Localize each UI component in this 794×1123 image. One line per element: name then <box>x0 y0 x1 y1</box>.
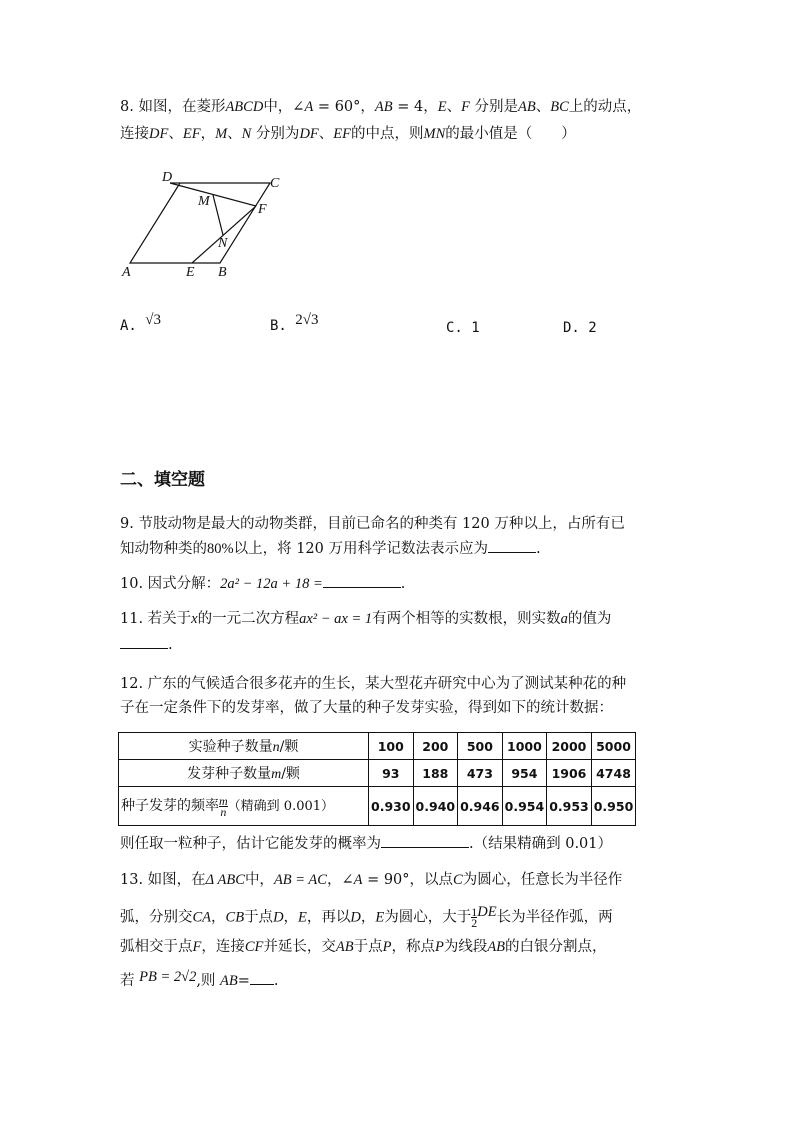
table-row <box>119 760 636 787</box>
text: 分别是 <box>469 99 519 115</box>
text: 有两个相等的实数根，则实数 <box>372 611 561 627</box>
answer-blank[interactable] <box>323 573 401 588</box>
math-var: BC <box>550 99 569 115</box>
text: ， <box>211 909 226 926</box>
q11-line-2 <box>120 634 173 655</box>
label-M: M <box>198 194 210 209</box>
option-value: √3 <box>145 312 162 328</box>
math-expression: AB = AC <box>273 872 327 888</box>
option-letter: A. <box>120 318 137 334</box>
text: 的白银分割点， <box>505 939 607 955</box>
text: 、 <box>446 99 462 115</box>
text: 8. 如图，在菱形 <box>120 99 226 115</box>
answer-blank[interactable] <box>488 538 536 553</box>
table-cell: 2000 <box>547 733 592 760</box>
q12-line-1: 12. 广东的气候适合很多花卉的生长，某大型花卉研究中心为了测试某种花的种 <box>120 676 627 692</box>
text: 则任取一粒种子，估计它能发芽的概率为 <box>120 836 381 852</box>
text: 上的动点， <box>568 99 642 115</box>
math-var: M <box>215 126 228 142</box>
math-var: EF <box>182 126 201 142</box>
text: 于点 <box>353 939 383 955</box>
math-var: AB <box>487 939 506 955</box>
text: = 4， <box>392 99 438 115</box>
text: = <box>237 973 250 989</box>
math-var: AB <box>335 939 354 955</box>
text: 长为半径作弧，两 <box>496 909 613 926</box>
option-c <box>446 320 480 336</box>
text: 10. 因式分解： <box>120 576 221 592</box>
label-E: E <box>186 265 195 280</box>
segment-MN <box>213 195 223 235</box>
math-var: DE <box>477 903 497 920</box>
text: 、 <box>168 126 183 142</box>
fraction: $\frac{1}{2}$ <box>471 905 478 930</box>
math-var: E <box>375 909 385 926</box>
text: 并延长，交 <box>263 939 336 955</box>
math-var: A <box>353 872 363 888</box>
section-heading: 二、填空题 <box>120 470 205 490</box>
text: 若 <box>120 973 135 989</box>
table-cell: 500 <box>458 733 503 760</box>
option-d <box>563 320 597 336</box>
math-var: EF <box>333 126 351 142</box>
table-cell: 1000 <box>502 733 547 760</box>
text: ，连接 <box>201 939 245 955</box>
row-header: 发芽种子数量m/颗 <box>119 760 369 787</box>
text: 、 <box>318 126 334 142</box>
segment-DF <box>170 183 256 206</box>
q13-line-3 <box>120 937 607 957</box>
text: 、 <box>227 126 242 142</box>
math-var: MN <box>423 126 446 142</box>
table-cell: 0.950 <box>591 787 636 826</box>
math-var: E <box>437 99 447 115</box>
q13-line-2 <box>120 903 613 930</box>
table-cell: 954 <box>502 760 547 787</box>
text: 弧，分别交 <box>120 909 193 926</box>
label-A: A <box>122 265 131 280</box>
math-var: A <box>304 99 314 115</box>
text: 的中点，则 <box>351 126 424 142</box>
math-var: ABCD <box>225 99 264 115</box>
text: 的一元二次方程 <box>197 611 300 627</box>
text: 11. 若关于 <box>120 611 192 627</box>
option-letter: B. <box>270 318 287 334</box>
table-cell: 1906 <box>547 760 592 787</box>
math-var: CA <box>192 909 212 926</box>
math-var: DF <box>149 126 169 142</box>
germination-table <box>118 732 636 826</box>
text: ，∠ <box>326 872 354 888</box>
math-var: a <box>560 611 568 627</box>
option-letter: D. <box>563 320 580 336</box>
row-header: 实验种子数量n/颗 <box>119 733 369 760</box>
math-var: CB <box>225 909 245 926</box>
text: 为线段 <box>443 939 488 955</box>
table-cell: 473 <box>458 760 503 787</box>
table-cell: 5000 <box>591 733 636 760</box>
table-cell: 100 <box>369 733 414 760</box>
text: . <box>273 973 279 989</box>
table-cell: 0.953 <box>547 787 592 826</box>
q8-line-1 <box>120 97 641 117</box>
text: = 90°，以点 <box>362 872 454 888</box>
table-cell: 0.954 <box>502 787 547 826</box>
option-a <box>120 312 162 335</box>
table-cell: 188 <box>413 760 458 787</box>
text: ， <box>283 909 299 926</box>
table-cell: 0.930 <box>369 787 414 826</box>
math-expression: Δ ABC <box>205 872 245 888</box>
option-b <box>270 312 319 335</box>
text: 以上，将 120 万用科学记数法表示应为 <box>233 541 488 557</box>
text: 为圆心，大于 <box>384 909 472 926</box>
text: 为圆心，任意长为半径作 <box>462 872 623 888</box>
math-var: D <box>350 909 361 926</box>
text: 于点 <box>244 909 274 926</box>
text: 中， <box>244 872 274 888</box>
label-B: B <box>218 265 227 280</box>
text: . <box>400 576 406 592</box>
text: 、 <box>535 99 551 115</box>
q9-line-2 <box>120 538 541 559</box>
math-expression: PB = 2√2 <box>139 969 197 985</box>
math-var: DF <box>299 126 319 142</box>
answer-blank[interactable] <box>381 833 469 848</box>
math-var: F <box>461 99 470 115</box>
math-var: C <box>453 872 463 888</box>
math-var: AB <box>518 99 536 115</box>
table-cell: 0.946 <box>458 787 503 826</box>
option-value: 2√3 <box>295 312 319 328</box>
q13-line-1 <box>120 870 622 890</box>
text: ， <box>360 909 376 926</box>
q9-line-1: 9. 节肢动物是最大的动物类群，目前已命名的种类有 120 万种以上，占所有已 <box>120 516 625 532</box>
text: 知动物种类的 <box>120 541 207 557</box>
option-letter: C. <box>446 320 463 336</box>
rhombus-figure <box>110 168 310 283</box>
math-var: AB <box>220 973 238 989</box>
text: 连接 <box>120 126 149 142</box>
text: 弧相交于点 <box>120 939 193 955</box>
text: 中，∠ <box>263 99 305 115</box>
q11-line-1 <box>120 609 611 629</box>
math-var: x <box>191 611 198 627</box>
text: . <box>536 541 541 557</box>
math-expression: 2a² − 12a + 18 = <box>220 576 323 592</box>
text: ， <box>200 126 216 142</box>
math-expression: ax² − ax = 1 <box>299 611 373 627</box>
label-N: N <box>218 236 228 251</box>
text: .（结果精确到 0.01） <box>469 836 613 852</box>
text: . <box>168 637 173 653</box>
table-cell: 93 <box>369 760 414 787</box>
table-cell: 0.940 <box>413 787 458 826</box>
text: = 60°， <box>313 99 375 115</box>
segment-EF <box>192 206 256 263</box>
q12-after <box>120 833 612 854</box>
q10-line <box>120 573 405 594</box>
text: 的值为 <box>567 611 612 627</box>
option-value: 1 <box>471 320 480 336</box>
math-var: F <box>192 939 202 955</box>
math-value: 80% <box>207 541 234 557</box>
fraction: $\frac{m}{n}$ <box>219 793 228 819</box>
q8-line-2 <box>120 124 576 144</box>
math-var: N <box>241 126 252 142</box>
math-var: CF <box>244 939 264 955</box>
math-var: AB <box>374 99 393 115</box>
label-D: D <box>162 170 173 185</box>
table-cell: 4748 <box>591 760 636 787</box>
math-var: P <box>382 939 392 955</box>
option-value: 2 <box>588 320 597 336</box>
text: 13. 如图，在 <box>120 872 206 888</box>
text: 分别为 <box>251 126 300 142</box>
label-F: F <box>258 202 267 217</box>
q12-line-2: 子在一定条件下的发芽率，做了大量的种子发芽实验，得到如下的统计数据： <box>120 700 613 716</box>
text: ,则 <box>196 973 216 989</box>
table-row <box>119 733 636 760</box>
table-row <box>119 787 636 826</box>
answer-blank[interactable] <box>120 634 168 649</box>
math-var: P <box>434 939 444 955</box>
text: ，再以 <box>306 909 351 926</box>
answer-blank[interactable] <box>250 970 274 985</box>
table-cell: 200 <box>413 733 458 760</box>
row-header: 种子发芽的频率 $\frac{m}{n}$ （精确到 0.001） <box>119 787 369 826</box>
math-var: D <box>273 909 284 926</box>
text: 的最小值是（ ） <box>445 126 576 142</box>
q13-line-4 <box>120 970 279 991</box>
text: ，称点 <box>391 939 435 955</box>
label-C: C <box>270 176 280 191</box>
math-var: E <box>298 909 307 926</box>
